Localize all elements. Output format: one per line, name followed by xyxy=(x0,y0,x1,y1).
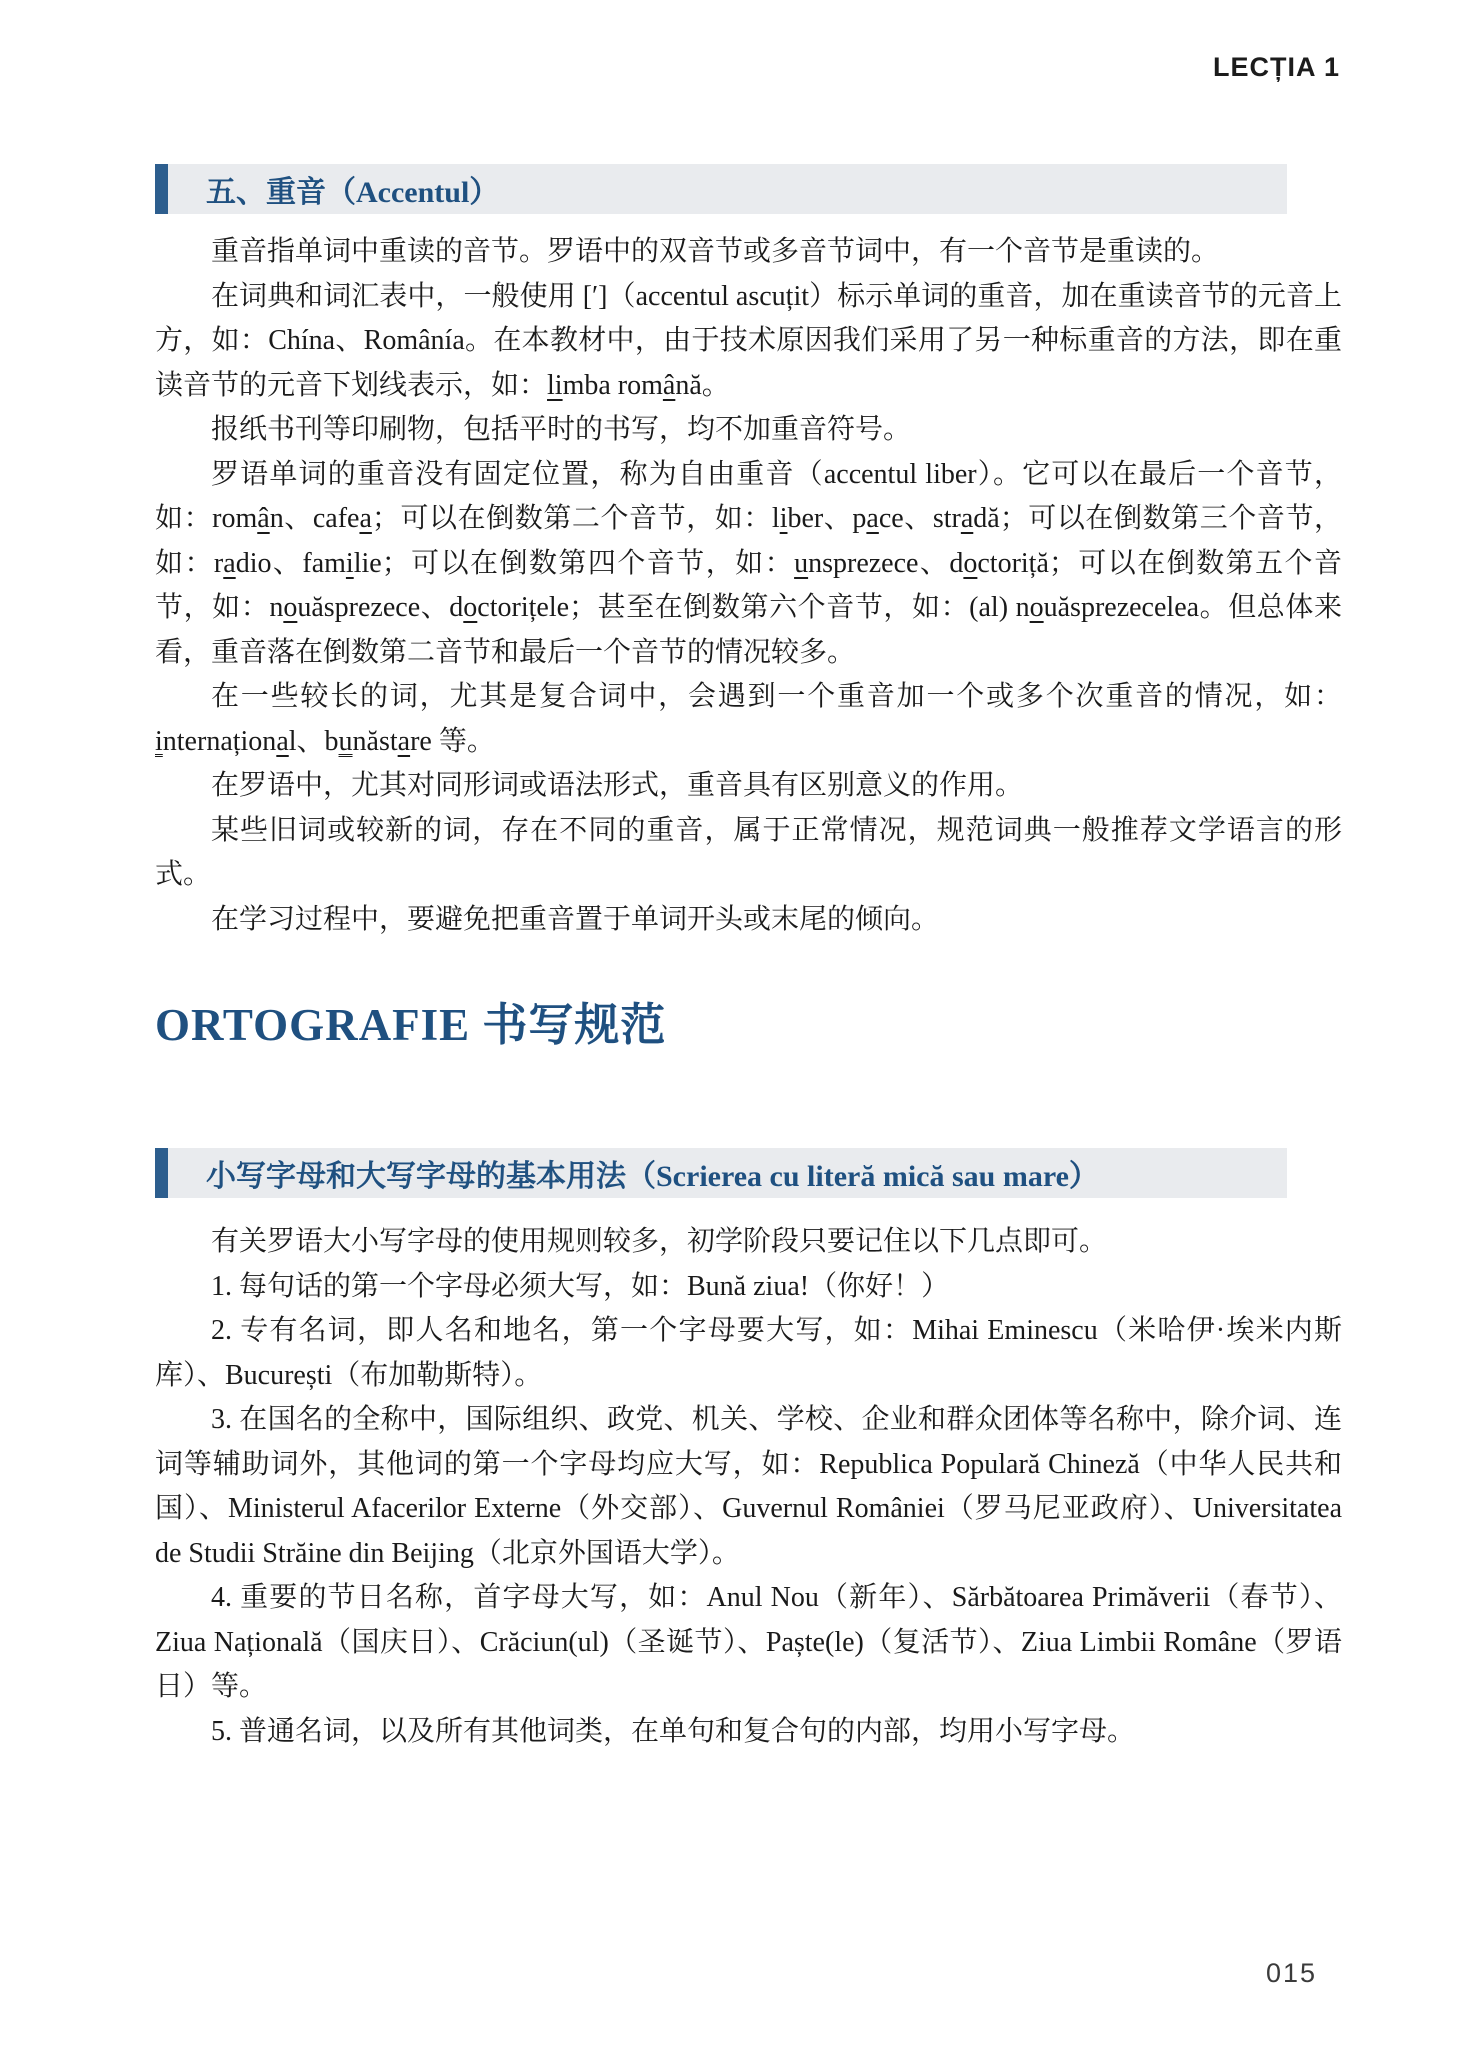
text-run: dă；可以在倒数第三个音节，如：r xyxy=(155,503,1343,579)
text-run: uăsprezece、d xyxy=(297,592,464,623)
text-run: ce、str xyxy=(878,503,961,534)
paragraph xyxy=(155,453,1342,676)
text-run: 5. 普通名词，以及所有其他词类，在单句和复合句的内部，均用小写字母。 xyxy=(211,1715,1136,1747)
stressed-vowel: u xyxy=(338,725,353,757)
text-run: 有关罗语大小写字母的使用规则较多，初学阶段只要记住以下几点即可。 xyxy=(211,1226,1108,1257)
text-run: ctorițele；甚至在倒数第六个音节，如：(al) n xyxy=(477,592,1030,623)
text-run: 1. 每句话的第一个字母必须大写，如：Bună ziua!（你好！） xyxy=(211,1270,950,1302)
paragraph xyxy=(155,230,1342,275)
stressed-vowel: i xyxy=(345,547,354,579)
text-run: ；可以在倒数第二个音节，如：l xyxy=(371,503,780,534)
paragraph xyxy=(155,275,1342,409)
paragraph xyxy=(155,764,1342,809)
text-run: 2. 专有名词，即人名和地名，第一个字母要大写，如：Mihai Eminescu（米哈伊·埃米内斯库）、București（布加勒斯特）。 xyxy=(155,1315,1342,1391)
stressed-vowel: i xyxy=(779,503,788,534)
stressed-vowel: o xyxy=(963,547,978,579)
text-run: 在学习过程中，要避免把重音置于单词开头或末尾的倾向。 xyxy=(211,903,940,935)
stressed-vowel: a xyxy=(397,725,411,757)
stressed-vowel: i xyxy=(155,725,163,757)
text-run: ber、p xyxy=(787,503,867,534)
stressed-vowel: li xyxy=(547,369,563,401)
text-run: dio、fam xyxy=(235,547,346,579)
section-title: 小写字母和大写字母的基本用法（Scrierea cu literă mică sau mare） xyxy=(206,1160,1099,1193)
stressed-vowel: a xyxy=(960,503,974,534)
text-run: 在词典和词汇表中，一般使用 [′]（accentul ascuțit）标示单词的重音，加在重读音节的元音上方，如：Chína、Românía。在本教材中，由于技术原因我们采用了另一种标重音的方法，即在重读音节的元音下划线表示，如： xyxy=(155,280,1342,401)
section-header-letter-case xyxy=(155,1148,1287,1198)
text-run: 3. 在国名的全称中，国际组织、政党、机关、学校、企业和群众团体等名称中，除介词、连词等辅助词外，其他词的第一个字母均应大写，如：Republica Populară Chineză（中华人民共和国）、Ministerul Afacerilor Externe（外交部）、Guvernul României（罗马尼亚政府）、Universitatea de Studii Străine din Beijing（北京外国语大学）。 xyxy=(155,1404,1342,1569)
running-head: LECȚIA 1 xyxy=(1212,52,1340,82)
text-run: năst xyxy=(352,725,398,757)
accent-section-paragraphs xyxy=(155,230,1342,942)
section-header-accent xyxy=(155,164,1287,214)
stressed-vowel: a xyxy=(223,547,236,579)
paragraph xyxy=(155,898,1342,943)
paragraph xyxy=(155,675,1342,764)
text-run: nă。 xyxy=(675,369,730,401)
paragraph xyxy=(155,809,1342,898)
paragraph xyxy=(155,408,1342,453)
text-run: ctoriță；可以在倒数第五个音节，如：n xyxy=(155,547,1343,623)
text-run: l、b xyxy=(288,725,339,757)
stressed-vowel: o xyxy=(283,592,298,623)
text-run: nsprezece、d xyxy=(808,547,964,579)
text-run: uăsprezecelea。但总体来看，重音落在倒数第二音节和最后一个音节的情况较多。 xyxy=(155,592,1342,668)
stressed-vowel: o xyxy=(1029,592,1044,623)
text-run: lie；可以在倒数第四个音节，如： xyxy=(353,547,795,579)
page-number: 015 xyxy=(1265,1958,1317,1988)
text-run: 在一些较长的词，尤其是复合词中，会遇到一个重音加一个或多个次重音的情况，如： xyxy=(211,681,1342,712)
stressed-vowel: a xyxy=(359,503,372,534)
text-run: 报纸书刊等印刷物，包括平时的书写，均不加重音符号。 xyxy=(211,414,912,445)
stressed-vowel: o xyxy=(463,592,478,623)
text-run: 某些旧词或较新的词，存在不同的重音，属于正常情况，规范词典一般推荐文学语言的形式。 xyxy=(155,814,1342,890)
text-run: n、cafe xyxy=(269,503,360,534)
section-title: 五、重音（Accentul） xyxy=(206,176,500,209)
paragraph xyxy=(155,1710,1342,1755)
paragraph xyxy=(155,1576,1342,1710)
paragraph xyxy=(155,1398,1342,1576)
paragraph xyxy=(155,1265,1342,1310)
text-run: 重音指单词中重读的音节。罗语中的双音节或多音节词中，有一个音节是重读的。 xyxy=(211,236,1220,267)
case-section-paragraphs xyxy=(155,1220,1342,1754)
paragraph xyxy=(155,1220,1342,1265)
stressed-vowel: a xyxy=(276,725,289,757)
text-run: 罗语单词的重音没有固定位置，称为自由重音（accentul liber）。它可以在最后一个音节，如：rom xyxy=(155,458,1342,534)
text-run: mba rom xyxy=(562,369,663,401)
stressed-vowel: â xyxy=(662,369,676,401)
stressed-vowel: â xyxy=(257,503,270,534)
text-run: re 等。 xyxy=(410,725,495,757)
chapter-heading: ORTOGRAFIE 书写规范 xyxy=(155,1000,667,1050)
paragraph xyxy=(155,1309,1342,1398)
stressed-vowel: u xyxy=(794,547,809,579)
stressed-vowel: a xyxy=(866,503,879,534)
text-run: 在罗语中，尤其对同形词或语法形式，重音具有区别意义的作用。 xyxy=(211,770,1024,801)
text-run: 4. 重要的节日名称，首字母大写，如：Anul Nou（新年）、Sărbătoarea Primăverii（春节）、Ziua Națională（国庆日）、Crăciun(ul)（圣诞节）、Paște(le)（复活节）、Ziua Limbii Române（罗语日）等。 xyxy=(155,1582,1342,1702)
text-run: nternațion xyxy=(162,725,277,757)
